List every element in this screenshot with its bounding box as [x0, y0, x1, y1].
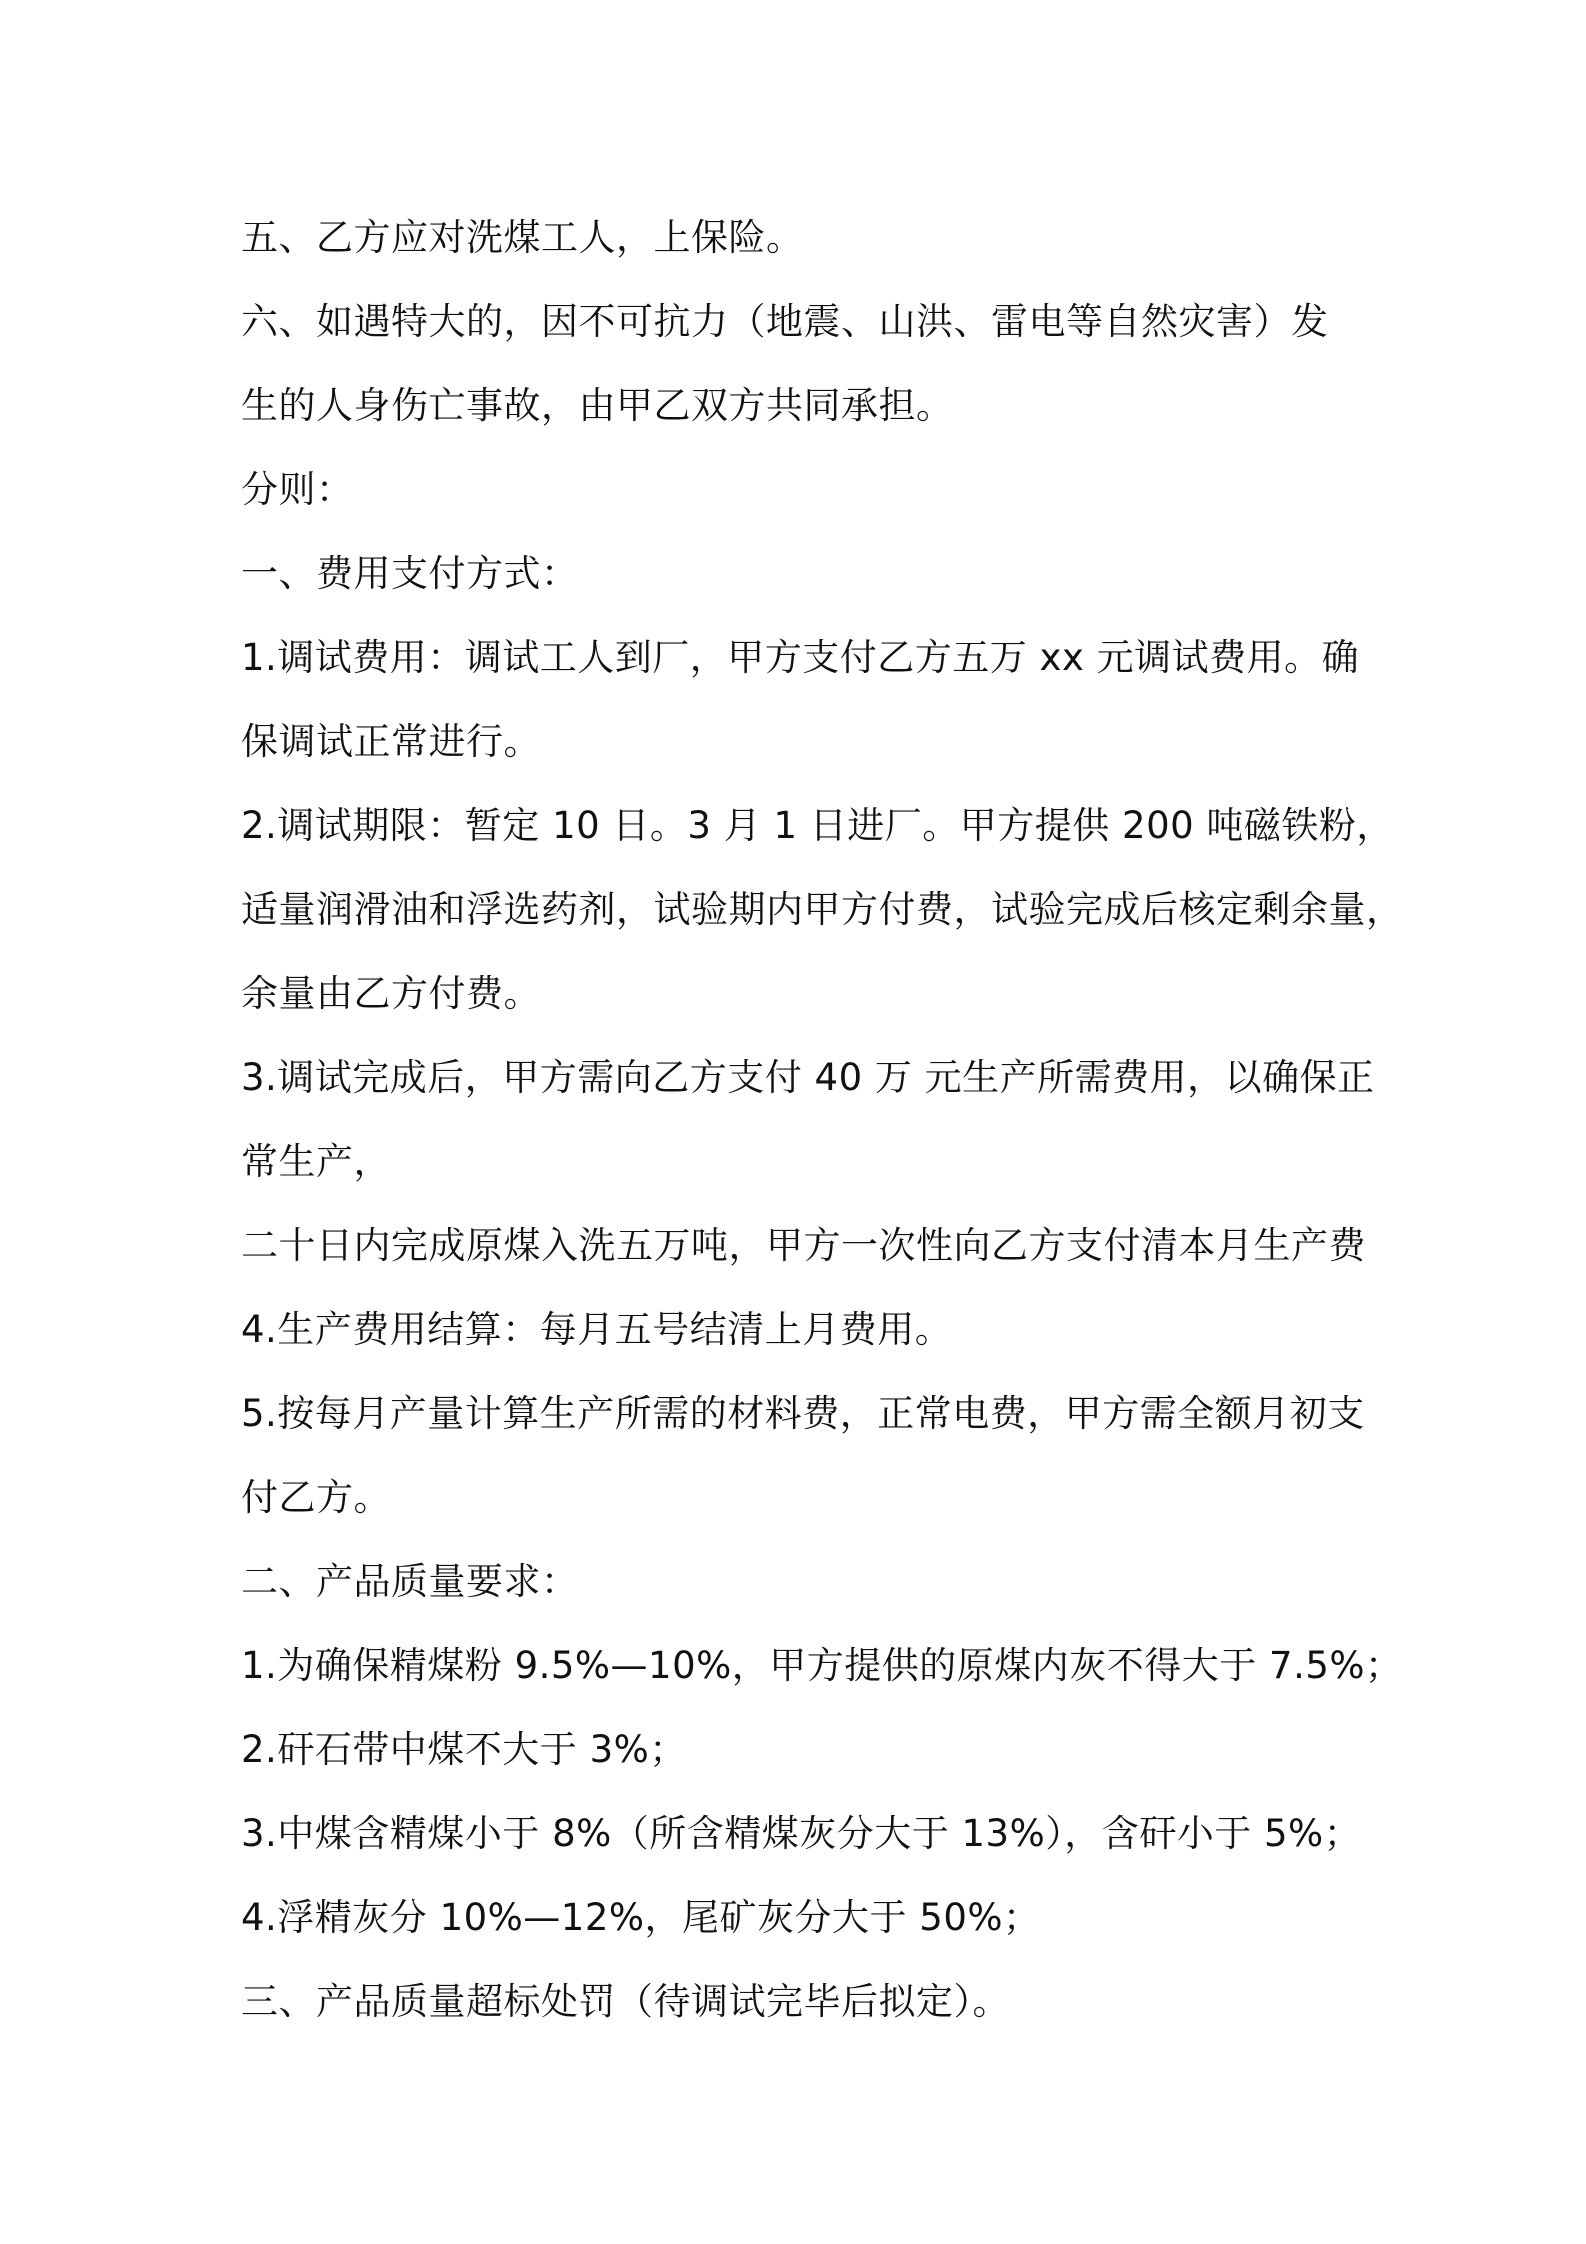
section-heading-detailed-rules: 分则：	[241, 468, 354, 511]
section-heading-quality-penalty: 三、产品质量超标处罚（待调试完毕后拟定）。	[241, 1980, 1010, 2023]
quality-item-4: 4.浮精灰分 10%—12%，尾矿灰分大于 50%；	[241, 1896, 1041, 1939]
payment-item-2-line-2: 适量润滑油和浮选药剂，试验期内甲方付费，试验完成后核定剩余量，	[241, 888, 1404, 931]
section-heading-quality-requirements: 二、产品质量要求：	[241, 1560, 579, 1603]
payment-item-4: 4.生产费用结算：每月五号结清上月费用。	[241, 1308, 953, 1351]
payment-item-3-line-3: 二十日内完成原煤入洗五万吨，甲方一次性向乙方支付清本月生产费	[241, 1224, 1366, 1267]
clause-6-force-majeure-line-1: 六、如遇特大的，因不可抗力（地震、山洪、雷电等自然灾害）发	[241, 300, 1329, 343]
quality-item-3: 3.中煤含精煤小于 8%（所含精煤灰分大于 13%），含矸小于 5%；	[241, 1812, 1362, 1855]
quality-item-2: 2.矸石带中煤不大于 3%；	[241, 1728, 687, 1771]
payment-item-3-line-1: 3.调试完成后，甲方需向乙方支付 40 万 元生产所需费用，以确保正	[241, 1056, 1375, 1099]
document-body	[241, 196, 1404, 2044]
payment-item-5-line-2: 付乙方。	[241, 1476, 391, 1519]
payment-item-2-line-1: 2.调试期限：暂定 10 日。3 月 1 日进厂。甲方提供 200 吨磁铁粉，	[241, 804, 1394, 847]
quality-item-1: 1.为确保精煤粉 9.5%—10%，甲方提供的原煤内灰不得大于 7.5%；	[241, 1644, 1403, 1687]
payment-item-1-line-2: 保调试正常进行。	[241, 720, 541, 763]
clause-5-insurance: 五、乙方应对洗煤工人，上保险。	[241, 216, 804, 259]
payment-item-5-line-1: 5.按每月产量计算生产所需的材料费，正常电费，甲方需全额月初支	[241, 1392, 1365, 1435]
payment-item-1-line-1: 1.调试费用：调试工人到厂，甲方支付乙方五万 xx 元调试费用。确	[241, 636, 1360, 679]
payment-item-2-line-3: 余量由乙方付费。	[241, 972, 541, 1015]
section-heading-payment-method: 一、费用支付方式：	[241, 552, 579, 595]
payment-item-3-line-2: 常生产，	[241, 1140, 391, 1183]
clause-6-force-majeure-line-2: 生的人身伤亡事故，由甲乙双方共同承担。	[241, 384, 954, 427]
